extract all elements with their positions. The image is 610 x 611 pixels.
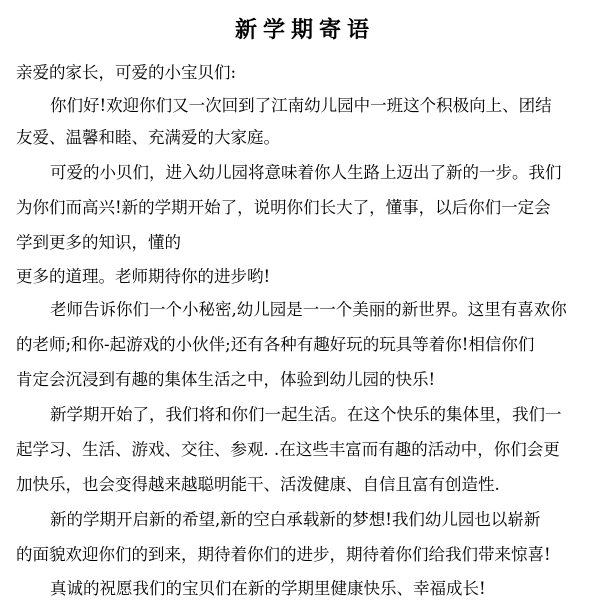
text-line: 的面貌欢迎你们的到来，期待着你们的进步，期待着你们给我们带来惊喜! [16, 545, 551, 564]
text-line: 加快乐，也会变得越来越聪明能干、活泼健康、自信且富有创造性. [16, 475, 500, 494]
text-line: 为你们而高兴!新的学期开始了，说明你们长大了，懂事，以后你们一定会 [16, 198, 551, 217]
text-line: 友爱、温馨和睦、充满爱的大家庭。 [16, 128, 280, 147]
text-line: 可爱的小贝们，进入幼儿园将意味着你人生路上迈出了新的一步。我们 [50, 163, 562, 182]
text-line: 的老师;和你-起游戏的小伙伴;还有各种有趣好玩的玩具等着你!相信你们 [16, 335, 535, 354]
greeting-line: 亲爱的家长，可爱的小宝贝们: [16, 63, 237, 82]
text-line: 新学期开始了，我们将和你们一起生活。在这个快乐的集体里，我们一 [50, 405, 562, 424]
page-title: 新学期寄语 [234, 18, 375, 43]
text-line: 更多的道理。老师期待你的进步哟! [16, 267, 271, 286]
text-line: 学到更多的知识，懂的 [16, 233, 181, 252]
text-line: 新的学期开启新的希望,新的空白承载新的梦想!我们幼儿园也以崭新 [50, 510, 541, 529]
text-line: 你们好!欢迎你们又一次回到了江南幼儿园中一班这个积极向上、团结 [50, 96, 552, 115]
text-line: 肯定会沉浸到有趣的集体生活之中，体验到幼儿园的快乐! [16, 370, 436, 389]
text-line: 老师告诉你们一个小秘密,幼儿园是一一个美丽的新世界。这里有喜欢你 [50, 300, 567, 319]
text-line: 起学习、生活、游戏、交往、参观. .在这些丰富而有趣的活动中，你们会更 [16, 440, 560, 459]
text-line: 真诚的祝愿我们的宝贝们在新的学期里健康快乐、幸福成长! [50, 579, 486, 598]
